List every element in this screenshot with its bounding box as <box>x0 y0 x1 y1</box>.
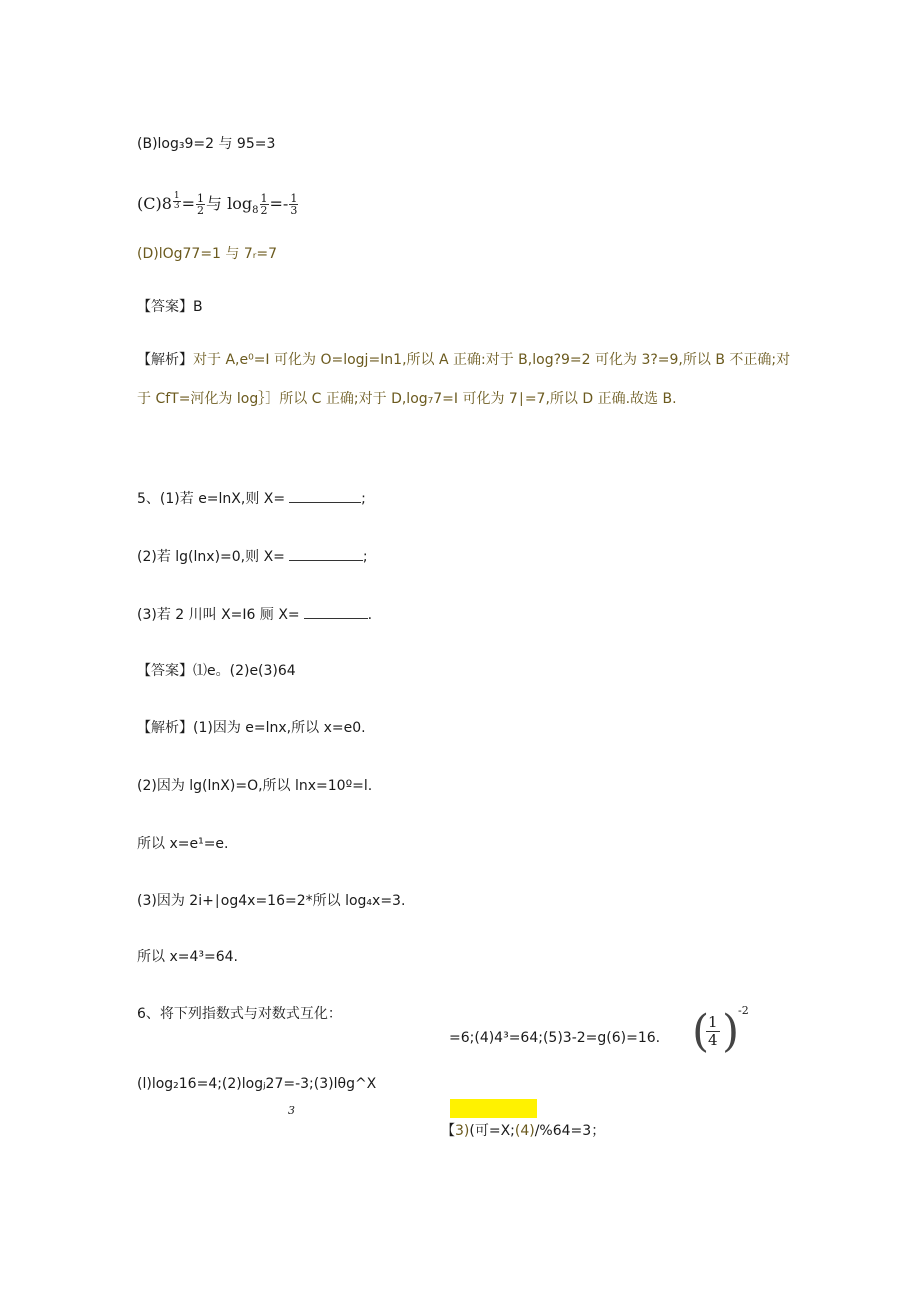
analysis-label: 【解析】 <box>137 352 193 368</box>
option-b: (B)log₃9=2 与 95=3 <box>137 136 276 152</box>
answer-blank-3[interactable] <box>304 606 368 619</box>
q5-part3: (3)若 2 川叫 X=I6 厕 X= . <box>137 607 373 623</box>
q6-small-3: 3 <box>288 1104 295 1117</box>
q4-analysis-line2: 于 CfT=河化为 log｝］所以 C 正确;对于 D,log₇7=I 可化为 7∣=7,所以 D 正确.故选 B. <box>137 391 677 407</box>
paren-numerator: 1 <box>708 1013 718 1031</box>
q5-analysis-4: (3)因为 2i+∣og4x=16=2*所以 log₄x=3. <box>137 893 406 909</box>
equals-minus: =- <box>269 194 289 213</box>
q6-title: 6、将下列指数式与对数式互化： <box>137 1006 342 1022</box>
option-c-exponent: $\frac{1}{3}$ <box>173 191 180 211</box>
q5-analysis-3: 所以 x=e¹=e. <box>137 836 229 852</box>
answer-blank-2[interactable] <box>289 548 363 561</box>
q5-analysis-2: (2)因为 lg(lnX)=O,所以 lnx=10º=l. <box>137 778 373 794</box>
equals-sign: = <box>181 194 196 213</box>
q5-analysis-1: 【解析】(1)因为 e=lnx,所以 x=e0. <box>137 720 366 736</box>
q4-answer: 【答案】B <box>137 299 203 315</box>
q6-left-line: (l)log₂16=4;(2)logⱼ27=-3;(3)lθg^X <box>137 1076 377 1092</box>
fraction-one-half-2: $\frac{1}{2}$ <box>260 192 268 217</box>
highlight-mark <box>450 1099 537 1118</box>
paren-exponent: -2 <box>738 1004 749 1017</box>
paren-denominator: 4 <box>708 1031 718 1049</box>
answer-blank-1[interactable] <box>289 490 361 503</box>
log-base: 8 <box>252 205 259 217</box>
fraction-one-third: $\frac{1}{3}$ <box>290 192 298 217</box>
q6-right-line: =6;(4)4³=64;(5)3-2=g(6)=16. <box>449 1030 661 1046</box>
q5-part2: (2)若 lg(lnx)=0,则 X= ; <box>137 549 368 565</box>
option-c-mid: 与 log <box>206 194 253 213</box>
analysis-text-1: 对于 A,e⁰=I 可化为 O=logj=In1,所以 A 正确:对于 B,log?9=2 可化为 3?=9,所以 B 不正确;对 <box>193 352 791 368</box>
q5-answer: 【答案】⑴e。(2)e(3)64 <box>137 663 296 679</box>
q4-analysis-line1 <box>137 350 790 370</box>
q5-analysis-5: 所以 x=4³=64. <box>137 949 238 965</box>
option-c-prefix: (C)8 <box>137 194 172 213</box>
q5-part1: 5、(1)若 e=lnX,则 X= ; <box>137 491 366 507</box>
q6-answer-line: 【3)(可=X;(4)/%64=3； <box>441 1123 606 1139</box>
option-d: (D)lOg77=1 与 7ᵣ=7 <box>137 246 278 262</box>
fraction-one-half: $\frac{1}{2}$ <box>197 192 205 217</box>
option-c <box>137 192 299 223</box>
